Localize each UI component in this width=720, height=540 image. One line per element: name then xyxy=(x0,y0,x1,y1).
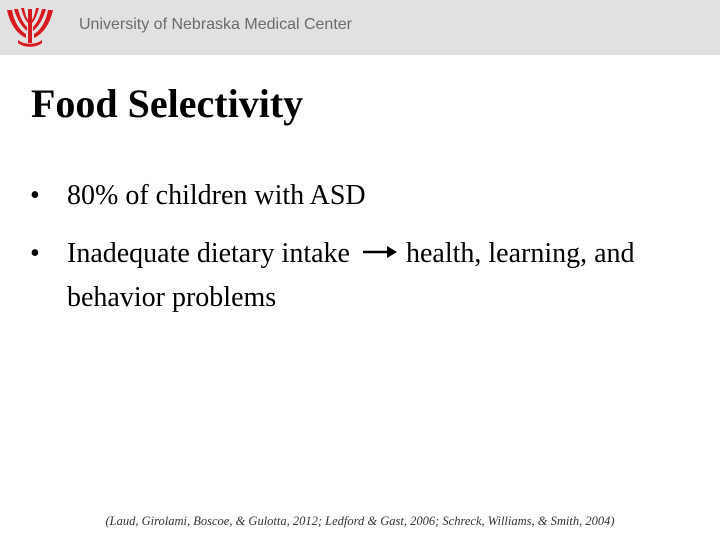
bullet-item xyxy=(30,232,690,320)
bullet-text: 80% of children with ASD xyxy=(67,180,366,211)
institution-name: University of Nebraska Medical Center xyxy=(79,16,352,33)
right-arrow-icon xyxy=(362,245,398,259)
citation: (Laud, Girolami, Boscoe, & Gulotta, 2012; Ledford & Gast, 2006; Schreck, Williams, & Smith, 2004) xyxy=(105,514,615,528)
bullet-text-before-arrow: Inadequate dietary intake xyxy=(67,238,350,269)
bullet-item xyxy=(30,174,690,218)
slide-title: Food Selectivity xyxy=(31,81,304,126)
bullet-text-after-arrow: health, learning, and behavior problems xyxy=(67,238,635,313)
unmc-logo-icon xyxy=(4,7,56,49)
bullet-marker: • xyxy=(30,180,40,211)
header-bar xyxy=(0,0,720,55)
bullet-list xyxy=(30,174,690,320)
bullet-marker: • xyxy=(30,238,40,269)
